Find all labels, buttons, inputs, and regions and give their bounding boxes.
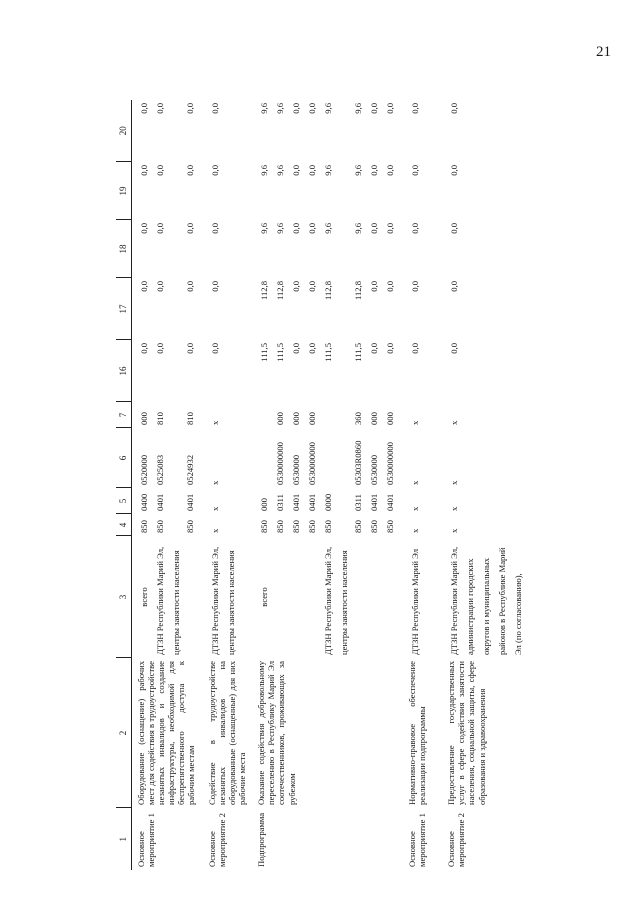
cell-value: х <box>209 506 220 511</box>
cell-value: 850 <box>184 520 195 533</box>
cell-value: 0,0 <box>138 165 149 176</box>
cell-value: 0,0 <box>385 223 396 234</box>
col-header: 1 <box>116 808 131 870</box>
column-v16-cell <box>252 340 403 402</box>
row-section-label: Основное мероприятие 2 <box>206 813 227 867</box>
cell-value: х <box>449 528 460 533</box>
page-number: 21 <box>596 44 611 60</box>
column-v20-cell <box>442 100 497 162</box>
cell-value: 111,5 <box>353 343 364 362</box>
column-v20-cell <box>403 100 442 162</box>
cell-value <box>320 405 350 425</box>
cell-value: 0530000000 <box>275 442 286 485</box>
cell-value: 112,8 <box>275 281 286 301</box>
cell-value: 850 <box>385 520 396 533</box>
cell-value: 0,0 <box>410 223 421 234</box>
cell-value <box>182 539 198 655</box>
cell-value: 0,0 <box>369 165 380 176</box>
cell-value: 850 <box>291 520 302 533</box>
cell-value: 0524932 <box>184 454 195 485</box>
col-header: 6 <box>116 428 131 488</box>
row-description: Оборудование (оснащение) рабочих мест для содействия в трудоустройстве незанятых инвалидов и создание инфраструктуры, необходимой для беспрепятственного доступа к рабочим местам <box>135 661 197 805</box>
cell-value: 0401 <box>154 493 165 511</box>
cell-value: 0,0 <box>291 223 302 234</box>
cell-value: 0,0 <box>209 223 220 234</box>
column-c5-cell <box>131 488 203 514</box>
cell-value: 850 <box>154 520 165 533</box>
column-c3-cell <box>403 536 442 658</box>
column-c6-cell <box>203 428 253 488</box>
cell-value: 0,0 <box>154 223 165 234</box>
table-row <box>203 100 253 870</box>
cell-value: 0,0 <box>291 343 302 354</box>
cell-value: 111,5 <box>275 343 286 362</box>
cell-value: х <box>410 480 421 485</box>
row-description: Предоставление государственных услуг в сфере содействия занятости населения, социальной защиты, сфере образования и здравоохранения <box>446 661 487 805</box>
budget-table-sheet <box>116 100 636 870</box>
row-description: Содействие в трудоустройстве незанятых инвалидов на оборудованные (оснащенные) для них рабочие места <box>206 661 248 805</box>
cell-value: 0401 <box>369 493 380 511</box>
cell-value: 000 <box>307 412 318 425</box>
column-v16-cell <box>403 340 442 402</box>
row-section-label: Подпрограмма <box>256 812 267 867</box>
column-c7-cell <box>131 402 203 428</box>
cell-value: 850 <box>369 520 380 533</box>
cell-value: 0,0 <box>209 281 220 292</box>
col-header: 4 <box>116 514 131 536</box>
cell-value: 0,0 <box>449 103 460 114</box>
col-header: 17 <box>116 278 131 340</box>
cell-value: 9,6 <box>275 223 286 234</box>
cell-value: 360 <box>353 412 364 425</box>
cell-value: 0,0 <box>291 281 302 292</box>
cell-value: ДТЗН Республики Марий Эл, центры занятости населения <box>154 546 181 655</box>
cell-value: 0525083 <box>154 454 165 485</box>
column-v18-cell <box>442 220 497 278</box>
column-v17-cell <box>131 278 203 340</box>
column-c6-cell <box>442 428 497 488</box>
cell-value: 9,6 <box>323 223 334 234</box>
cell-value: 0,0 <box>385 281 396 292</box>
col-header: 16 <box>116 340 131 402</box>
cell-value: х <box>449 506 460 511</box>
column-c7-cell <box>442 402 497 428</box>
column-v19-cell <box>203 162 253 220</box>
cell-value <box>350 539 366 655</box>
cell-value: 0,0 <box>369 223 380 234</box>
cell-value: 0,0 <box>184 223 195 234</box>
cell-value: 0,0 <box>410 343 421 354</box>
cell-value: 0,0 <box>209 165 220 176</box>
cell-value: 0311 <box>353 494 364 511</box>
cell-value: 000 <box>369 412 380 425</box>
cell-value: 0,0 <box>449 165 460 176</box>
cell-value: 0,0 <box>307 165 318 176</box>
cell-value: 9,6 <box>353 103 364 114</box>
cell-value: 0,0 <box>449 281 460 292</box>
row-section-label: Основное мероприятие 2 <box>446 813 467 867</box>
cell-value <box>272 539 288 655</box>
cell-value: 0000 <box>323 493 334 511</box>
column-v19-cell <box>403 162 442 220</box>
cell-value: 0,0 <box>138 343 149 354</box>
cell-value: 0530000 <box>291 454 302 485</box>
row-description: Оказание содействия добровольному переселению в Республику Марий Эл соотечественников, проживающих за рубежом <box>256 661 297 805</box>
cell-value: 0,0 <box>307 103 318 114</box>
cell-value: 0,0 <box>184 343 195 354</box>
column-c5-cell <box>252 488 403 514</box>
cell-value: 0,0 <box>154 343 165 354</box>
column-c4-cell <box>403 514 442 536</box>
column-c5-cell <box>442 488 497 514</box>
cell-value: х <box>410 528 421 533</box>
cell-value: 0530000 <box>369 454 380 485</box>
cell-value: 0530000000 <box>307 442 318 485</box>
table-row <box>442 100 497 870</box>
column-v20-cell <box>131 100 203 162</box>
column-c4-cell <box>131 514 203 536</box>
cell-value: 0401 <box>184 493 195 511</box>
cell-value: 0401 <box>385 493 396 511</box>
cell-value <box>320 431 350 485</box>
column-c5-cell <box>403 488 442 514</box>
cell-value: 0,0 <box>307 343 318 354</box>
cell-value: 0,0 <box>385 343 396 354</box>
column-v20-cell <box>203 100 253 162</box>
column-c5-cell <box>203 488 253 514</box>
column-c6-cell <box>252 428 403 488</box>
cell-value: х <box>209 420 220 425</box>
table-row <box>403 100 442 870</box>
column-c7-cell <box>252 402 403 428</box>
cell-value: 000 <box>385 412 396 425</box>
cell-value: 9,6 <box>259 165 270 176</box>
budget-table <box>116 100 524 870</box>
table-row <box>131 100 203 870</box>
cell-value: х <box>410 506 421 511</box>
cell-value: 850 <box>307 520 318 533</box>
cell-value: 112,8 <box>259 281 270 301</box>
cell-value <box>382 539 398 655</box>
col-header: 5 <box>116 488 131 514</box>
cell-value: 9,6 <box>275 165 286 176</box>
cell-value: 0,0 <box>385 165 396 176</box>
column-v17-cell <box>442 278 497 340</box>
cell-value: 0,0 <box>291 165 302 176</box>
cell-value: 0,0 <box>184 281 195 292</box>
col-header: 2 <box>116 658 131 808</box>
cell-value: х <box>209 528 220 533</box>
cell-value: 0,0 <box>307 281 318 292</box>
cell-value: 0,0 <box>369 281 380 292</box>
col-header: 7 <box>116 402 131 428</box>
column-c4-cell <box>203 514 253 536</box>
column-v17-cell <box>403 278 442 340</box>
table-row <box>252 100 403 870</box>
cell-value: 0,0 <box>307 223 318 234</box>
row-section-label: Основное мероприятие 1 <box>407 813 428 867</box>
cell-value <box>304 539 320 655</box>
cell-value: 810 <box>154 412 165 425</box>
col-header: 3 <box>116 536 131 658</box>
cell-value: 0,0 <box>449 223 460 234</box>
cell-value <box>288 539 304 655</box>
column-c3-cell <box>252 536 403 658</box>
column-c4-cell <box>252 514 403 536</box>
cell-value: 0,0 <box>369 103 380 114</box>
cell-value: 0,0 <box>209 343 220 354</box>
cell-value: 0,0 <box>138 281 149 292</box>
column-v18-cell <box>403 220 442 278</box>
cell-value: 0,0 <box>291 103 302 114</box>
column-c6-cell <box>403 428 442 488</box>
cell-value: х <box>410 420 421 425</box>
cell-value: 850 <box>275 520 286 533</box>
cell-value: 0,0 <box>410 281 421 292</box>
column-v17-cell <box>252 278 403 340</box>
column-v19-cell <box>131 162 203 220</box>
cell-value: 0,0 <box>138 223 149 234</box>
cell-value: ДТЗН Республики Марий Эл <box>410 549 421 655</box>
column-v16-cell <box>203 340 253 402</box>
cell-value: ДТЗН Республики Марий Эл, администрации городских округов и муниципальных районов в Республике Марий Эл (по согласованию), <box>449 546 524 655</box>
cell-value: 9,6 <box>353 165 364 176</box>
column-c6-cell <box>131 428 203 488</box>
cell-value: 112,8 <box>323 281 334 301</box>
cell-value: 0400 <box>138 493 149 511</box>
cell-value: 9,6 <box>259 223 270 234</box>
column-v18-cell <box>203 220 253 278</box>
cell-value: всего <box>138 587 149 607</box>
cell-value: 0,0 <box>184 165 195 176</box>
cell-value: 9,6 <box>353 223 364 234</box>
column-v17-cell <box>203 278 253 340</box>
cell-value: 0,0 <box>138 103 149 114</box>
header-row <box>116 100 131 870</box>
col-header: 18 <box>116 220 131 278</box>
cell-value: 0,0 <box>410 165 421 176</box>
cell-value: 850 <box>259 520 270 533</box>
column-c7-cell <box>403 402 442 428</box>
column-v18-cell <box>131 220 203 278</box>
cell-value: 111,5 <box>323 343 334 362</box>
cell-value: 0530000000 <box>385 442 396 485</box>
column-v20-cell <box>252 100 403 162</box>
cell-value: 0,0 <box>154 165 165 176</box>
cell-value: 000 <box>275 412 286 425</box>
column-c3-cell <box>131 536 203 658</box>
cell-value: 0,0 <box>154 103 165 114</box>
cell-value: 0,0 <box>369 343 380 354</box>
cell-value: 9,6 <box>275 103 286 114</box>
column-v16-cell <box>442 340 497 402</box>
cell-value: 0520000 <box>138 454 149 485</box>
cell-value: 0311 <box>275 494 286 511</box>
cell-value: 0,0 <box>410 103 421 114</box>
cell-value: 0,0 <box>184 103 195 114</box>
cell-value: ДТЗН Республики Марий Эл, центры занятости населения <box>209 546 236 655</box>
cell-value: ДТЗН Республики Марий Эл, центры занятости населения <box>323 546 350 655</box>
cell-value: 850 <box>138 520 149 533</box>
cell-value: 0,0 <box>154 281 165 292</box>
cell-value: 0401 <box>291 493 302 511</box>
column-v16-cell <box>131 340 203 402</box>
col-header: 20 <box>116 100 131 162</box>
column-v18-cell <box>252 220 403 278</box>
column-c3-cell <box>442 536 524 658</box>
cell-value: 9,6 <box>323 103 334 114</box>
cell-value: 0,0 <box>449 343 460 354</box>
cell-value: 0401 <box>307 493 318 511</box>
cell-value: 850 <box>323 520 334 533</box>
column-c7-cell <box>203 402 253 428</box>
cell-value: 000 <box>259 498 270 511</box>
row-description: Нормативно-правовое обеспечение реализации подпрограммы <box>407 661 428 805</box>
cell-value: 000 <box>138 412 149 425</box>
column-v19-cell <box>442 162 497 220</box>
cell-value <box>256 431 272 485</box>
cell-value: 05303R0860 <box>353 440 364 485</box>
cell-value <box>256 405 272 425</box>
cell-value: 112,8 <box>353 281 364 301</box>
cell-value: 0,0 <box>209 103 220 114</box>
cell-value: 9,6 <box>259 103 270 114</box>
cell-value: 850 <box>353 520 364 533</box>
cell-value: х <box>449 420 460 425</box>
col-header: 19 <box>116 162 131 220</box>
column-c4-cell <box>442 514 497 536</box>
cell-value: 9,6 <box>323 165 334 176</box>
column-v19-cell <box>252 162 403 220</box>
cell-value <box>366 539 382 655</box>
cell-value: х <box>449 480 460 485</box>
cell-value: всего <box>259 587 270 607</box>
cell-value: 111,5 <box>259 343 270 362</box>
cell-value: 000 <box>291 412 302 425</box>
cell-value: 810 <box>184 412 195 425</box>
column-c3-cell <box>203 536 253 658</box>
cell-value: 0,0 <box>385 103 396 114</box>
cell-value: х <box>209 480 220 485</box>
row-section-label: Основное мероприятие 1 <box>135 813 156 867</box>
